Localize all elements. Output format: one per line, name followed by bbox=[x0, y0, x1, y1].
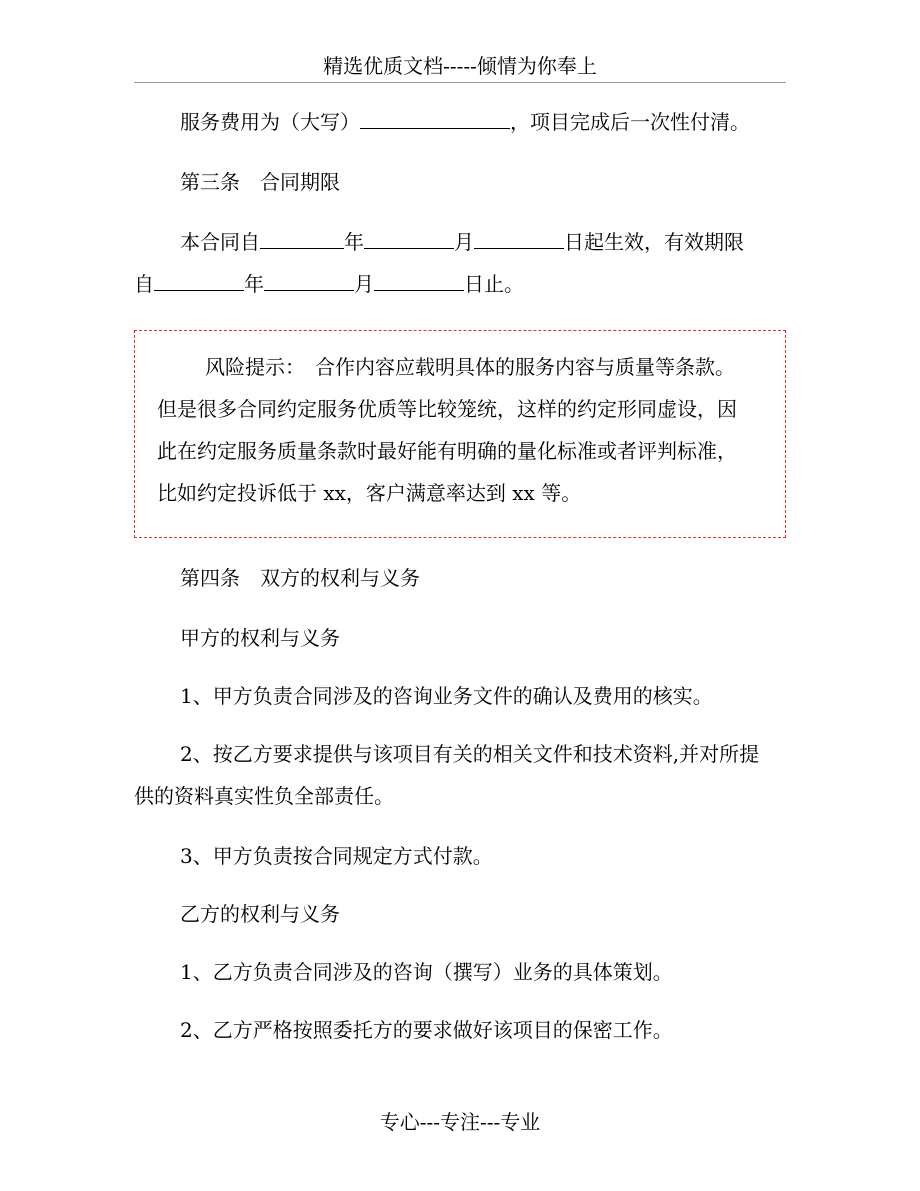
start-day-blank bbox=[474, 228, 564, 249]
risk-notice-box bbox=[134, 330, 786, 538]
party-b-item-2 bbox=[134, 1016, 840, 1044]
term-line-2 bbox=[134, 270, 794, 298]
party-a-heading-text: 甲方的权利与义务 bbox=[180, 626, 340, 650]
risk-line: 但是很多合同约定服务优质等比较笼统，这样的约定形同虚设，因 bbox=[157, 397, 737, 421]
term-text: 自 bbox=[134, 272, 154, 296]
term-text: 月 bbox=[454, 230, 474, 254]
article-3-title bbox=[134, 168, 840, 196]
footer-text: 专心---专注---专业 bbox=[379, 1110, 541, 1134]
fee-clause bbox=[134, 108, 840, 136]
page-header bbox=[134, 50, 786, 83]
term-text: 日止。 bbox=[464, 272, 524, 296]
start-year-blank bbox=[260, 228, 344, 249]
party-b-heading-text: 乙方的权利与义务 bbox=[180, 902, 340, 926]
fee-suffix: ，项目完成后一次性付清。 bbox=[510, 110, 750, 134]
article-3-title-text: 第三条 合同期限 bbox=[180, 170, 340, 194]
party-a-item-3 bbox=[134, 842, 840, 870]
party-b-item-1 bbox=[134, 958, 840, 986]
risk-line: 比如约定投诉低于 xx，客户满意率达到 xx 等。 bbox=[157, 481, 582, 505]
list-item: 2、乙方严格按照委托方的要求做好该项目的保密工作。 bbox=[180, 1018, 673, 1042]
party-b-heading bbox=[134, 900, 840, 928]
term-line-1 bbox=[134, 228, 840, 256]
end-month-blank bbox=[264, 270, 354, 291]
party-a-item-2-cont bbox=[134, 782, 794, 810]
risk-line: 风险提示： 合作内容应载明具体的服务内容与质量等条款。 bbox=[205, 355, 735, 379]
list-item: 1、乙方负责合同涉及的咨询（撰写）业务的具体策划。 bbox=[180, 960, 673, 984]
article-4-title-text: 第四条 双方的权利与义务 bbox=[180, 566, 420, 590]
party-a-heading bbox=[134, 624, 840, 652]
page-footer bbox=[0, 1108, 920, 1136]
term-text: 年 bbox=[344, 230, 364, 254]
end-year-blank bbox=[154, 270, 244, 291]
risk-line: 此在约定服务质量条款时最好能有明确的量化标准或者评判标准， bbox=[157, 439, 737, 463]
fee-amount-blank bbox=[360, 108, 510, 129]
start-month-blank bbox=[364, 228, 454, 249]
list-item: 3、甲方负责按合同规定方式付款。 bbox=[180, 844, 493, 868]
term-text: 本合同自 bbox=[180, 230, 260, 254]
list-item: 1、甲方负责合同涉及的咨询业务文件的确认及费用的核实。 bbox=[180, 684, 713, 708]
article-4-title bbox=[134, 564, 840, 592]
term-text: 日起生效，有效期限 bbox=[564, 230, 744, 254]
fee-prefix: 服务费用为（大写） bbox=[180, 110, 360, 134]
party-a-item-1 bbox=[134, 682, 840, 710]
header-title: 精选优质文档-----倾情为你奉上 bbox=[323, 54, 597, 78]
end-day-blank bbox=[374, 270, 464, 291]
term-text: 年 bbox=[244, 272, 264, 296]
list-item: 供的资料真实性负全部责任。 bbox=[134, 784, 394, 808]
party-a-item-2 bbox=[134, 740, 840, 768]
list-item: 2、按乙方要求提供与该项目有关的相关文件和技术资料,并对所提 bbox=[180, 742, 760, 766]
term-text: 月 bbox=[354, 272, 374, 296]
